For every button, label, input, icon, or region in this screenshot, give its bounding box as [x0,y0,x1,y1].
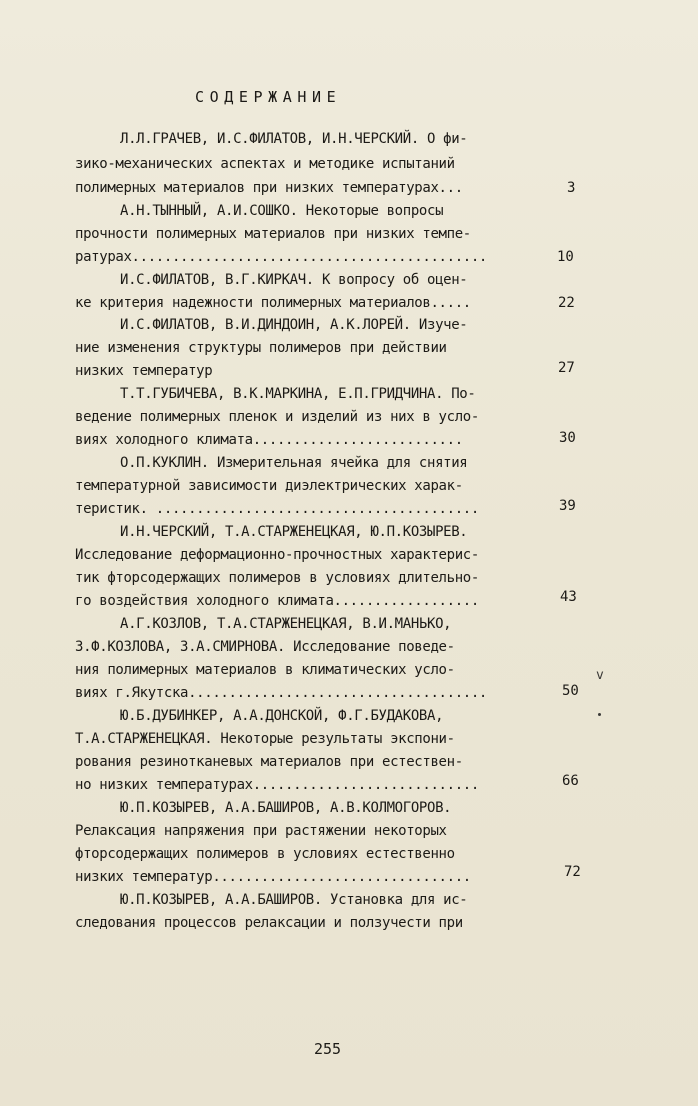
toc-line: температурной зависимости диэлектрических харак- [75,478,463,494]
toc-line: Исследование деформационно-прочностных характерис- [75,547,479,563]
page-folio-number: 255 [314,1040,342,1058]
toc-line: Ю.П.КОЗЫРЕВ, А.А.БАШИРОВ, А.В.КОЛМОГОРОВ. [120,800,452,816]
toc-line: И.Н.ЧЕРСКИЙ, Т.А.СТАРЖЕНЕЦКАЯ, Ю.П.КОЗЫРЕВ. [120,524,468,540]
toc-line: зико-механических аспектах и методике испытаний [75,156,455,172]
toc-line: ведение полимерных пленок и изделий из них в усло- [75,409,479,425]
toc-line: ке критерия надежности полимерных материалов..... [75,295,471,311]
toc-line: Ю.П.КОЗЫРЕВ, А.А.БАШИРОВ. Установка для ис- [120,892,468,908]
toc-line: ратурах............................................ [75,249,488,265]
page-number: 30 [559,430,576,446]
toc-line: ние изменения структуры полимеров при действии [75,340,447,356]
toc-line: тик фторсодержащих полимеров в условиях длительно- [75,570,479,586]
toc-line: О.П.КУКЛИН. Измерительная ячейка для снятия [120,455,468,471]
toc-line: Т.А.СТАРЖЕНЕЦКАЯ. Некоторые результаты экспони- [75,731,455,747]
toc-line: А.Н.ТЫННЫЙ, А.И.СОШКО. Некоторые вопросы [120,203,444,219]
toc-line: А.Г.КОЗЛОВ, Т.А.СТАРЖЕНЕЦКАЯ, В.И.МАНЬКО, [120,616,452,632]
toc-line: низких температур................................ [75,869,471,885]
toc-line: З.Ф.КОЗЛОВА, З.А.СМИРНОВА. Исследование поведе- [75,639,455,655]
ink-speck [598,713,601,716]
page-number: 3 [567,180,576,196]
toc-line: виях холодного климата.......................... [75,432,463,448]
toc-line: Т.Т.ГУБИЧЕВА, В.К.МАРКИНА, Е.П.ГРИДЧИНА. По- [120,386,476,402]
page-number: 50 [562,683,579,699]
page-number: 27 [558,360,575,376]
page-number: 10 [557,249,574,265]
toc-line: полимерных материалов при низких температурах... [75,180,463,196]
toc-line: прочности полимерных материалов при низких темпе- [75,226,471,242]
toc-line: фторсодержащих полимеров в условиях естественно [75,846,455,862]
margin-check-mark: v [596,668,604,683]
page-number: 39 [559,498,576,514]
toc-line: ния полимерных материалов в климатических усло- [75,662,455,678]
toc-line: Л.Л.ГРАЧЕВ, И.С.ФИЛАТОВ, И.Н.ЧЕРСКИЙ. О фи- [120,131,468,147]
page-number: 72 [564,864,581,880]
toc-line: го воздействия холодного климата.................. [75,593,479,609]
toc-line: но низких температурах............................ [75,777,479,793]
toc-line: Ю.Б.ДУБИНКЕР, А.А.ДОНСКОЙ, Ф.Г.БУДАКОВА, [120,708,444,724]
toc-line: низких температур [75,363,213,379]
page-number: 66 [562,773,579,789]
toc-line: теристик. ........................................ [75,501,479,517]
page-number: 43 [560,589,577,605]
toc-line: рования резинотканевых материалов при естествен- [75,754,463,770]
toc-line: виях г.Якутска..................................... [75,685,488,701]
toc-line: И.С.ФИЛАТОВ, В.И.ДИНДОИН, А.К.ЛОРЕЙ. Изуче- [120,317,468,333]
page-number: 22 [558,295,575,311]
toc-line: Релаксация напряжения при растяжении некоторых [75,823,447,839]
toc-line: следования процессов релаксации и ползучести при [75,915,463,931]
contents-heading: СОДЕРЖАНИЕ [195,88,342,106]
toc-line: И.С.ФИЛАТОВ, В.Г.КИРКАЧ. К вопросу об оцен- [120,272,468,288]
